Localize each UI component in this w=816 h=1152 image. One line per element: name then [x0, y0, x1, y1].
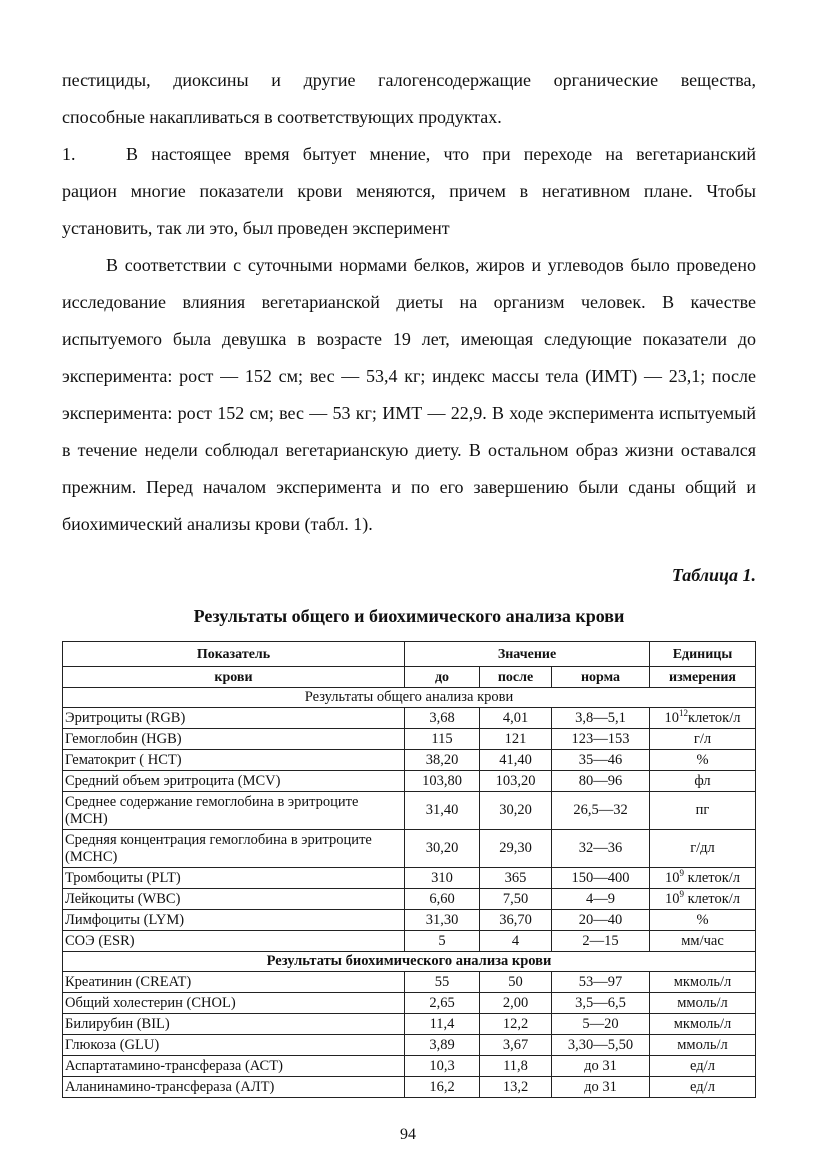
cell-after: 2,00 — [480, 993, 552, 1014]
cell-after: 365 — [480, 868, 552, 889]
cell-before: 103,80 — [405, 771, 480, 792]
section-row-biochem — [63, 952, 756, 972]
header-after: после — [480, 667, 552, 688]
cell-norm: 3,30—5,50 — [552, 1035, 650, 1056]
cell-after: 121 — [480, 729, 552, 750]
cell-norm: 26,5—32 — [552, 792, 650, 830]
table-caption: Таблица 1. — [671, 565, 756, 585]
cell-indicator: Гематокрит ( HCT) — [63, 750, 405, 771]
table-title: Результаты общего и биохимического анализа крови — [193, 606, 625, 626]
table-row — [63, 708, 756, 729]
general-body — [63, 708, 756, 952]
cell-unit: мм/час — [650, 931, 756, 952]
header-units-2: измерения — [650, 667, 756, 688]
cell-after: 3,67 — [480, 1035, 552, 1056]
cell-after: 41,40 — [480, 750, 552, 771]
item-number: 1. — [62, 144, 76, 164]
paragraph-line: способные накапливаться в соответствующих продуктах. — [62, 107, 502, 127]
cell-before: 2,65 — [405, 993, 480, 1014]
table-row — [63, 889, 756, 910]
cell-indicator: Лимфоциты (LYM) — [63, 910, 405, 931]
cell-unit — [650, 868, 756, 889]
section-title: Результаты биохимического анализа крови — [63, 952, 756, 972]
cell-after: 29,30 — [480, 830, 552, 868]
cell-after: 4,01 — [480, 708, 552, 729]
cell-indicator: Общий холестерин (CHOL) — [63, 993, 405, 1014]
item-continuation: рацион многие показатели крови меняются, причем в негативном плане. Чтобы установить, так ли это, был проведен эксперимент — [62, 181, 756, 238]
cell-unit: мкмоль/л — [650, 972, 756, 993]
paragraph-line: пестициды, диоксины и другие галогенсодержащие органические вещества, — [62, 70, 756, 90]
cell-indicator: Средний объем эритроцита (MCV) — [63, 771, 405, 792]
cell-after: 50 — [480, 972, 552, 993]
table-row — [63, 1056, 756, 1077]
table-row — [63, 1077, 756, 1098]
cell-indicator: Билирубин (BIL) — [63, 1014, 405, 1035]
cell-norm: 3,5—6,5 — [552, 993, 650, 1014]
cell-before: 11,4 — [405, 1014, 480, 1035]
cell-before: 38,20 — [405, 750, 480, 771]
cell-indicator: СОЭ (ESR) — [63, 931, 405, 952]
cell-norm: до 31 — [552, 1077, 650, 1098]
cell-norm: до 31 — [552, 1056, 650, 1077]
table-row — [63, 868, 756, 889]
cell-indicator: Аспартатамино-трансфераза (АСТ) — [63, 1056, 405, 1077]
unit-base: 10 — [664, 869, 680, 886]
header-indicator: Показатель — [63, 642, 405, 667]
cell-indicator: Средняя концентрация гемоглобина в эритроците (MCHC) — [63, 830, 405, 868]
table-row — [63, 993, 756, 1014]
cell-after: 103,20 — [480, 771, 552, 792]
cell-indicator: Среднее содержание гемоглобина в эритроците (MCH) — [63, 792, 405, 830]
cell-norm: 123—153 — [552, 729, 650, 750]
cell-norm: 150—400 — [552, 868, 650, 889]
cell-indicator: Креатинин (CREAT) — [63, 972, 405, 993]
header-value: Значение — [405, 642, 650, 667]
unit-exponent: 12 — [679, 707, 689, 718]
table-row — [63, 931, 756, 952]
cell-after: 11,8 — [480, 1056, 552, 1077]
table-row — [63, 1014, 756, 1035]
cell-indicator: Гемоглобин (HGB) — [63, 729, 405, 750]
cell-unit: ед/л — [650, 1077, 756, 1098]
blood-results-table — [62, 641, 756, 1098]
cell-before: 5 — [405, 931, 480, 952]
numbered-item — [62, 136, 756, 173]
cell-unit: % — [650, 750, 756, 771]
cell-unit: мкмоль/л — [650, 1014, 756, 1035]
table-row — [63, 910, 756, 931]
cell-before: 3,68 — [405, 708, 480, 729]
cell-unit: фл — [650, 771, 756, 792]
cell-unit: ммоль/л — [650, 1035, 756, 1056]
cell-norm: 4—9 — [552, 889, 650, 910]
cell-before: 55 — [405, 972, 480, 993]
cell-after: 4 — [480, 931, 552, 952]
item-first-line: В настоящее время бытует мнение, что при переходе на вегетарианский — [126, 144, 756, 164]
table-subheader-row — [63, 667, 756, 688]
header-units: Единицы — [650, 642, 756, 667]
table-row — [63, 750, 756, 771]
cell-norm: 2—15 — [552, 931, 650, 952]
cell-before: 31,40 — [405, 792, 480, 830]
table-row — [63, 771, 756, 792]
cell-unit: г/дл — [650, 830, 756, 868]
cell-indicator: Лейкоциты (WBC) — [63, 889, 405, 910]
table-row — [63, 1035, 756, 1056]
unit-base: 10 — [664, 709, 680, 726]
unit-exponent: 9 — [679, 888, 684, 899]
cell-before: 30,20 — [405, 830, 480, 868]
cell-unit: ммоль/л — [650, 993, 756, 1014]
table-row — [63, 830, 756, 868]
cell-unit: % — [650, 910, 756, 931]
cell-after: 30,20 — [480, 792, 552, 830]
section-title: Результаты общего анализа крови — [63, 688, 756, 708]
cell-after: 7,50 — [480, 889, 552, 910]
cell-after: 12,2 — [480, 1014, 552, 1035]
main-paragraph: В соответствии с суточными нормами белков, жиров и углеводов было проведено исследование влияния вегетарианской диеты на организм человек. В качестве испытуемого была девушка в возрасте 19 лет, имеющая следующие показатели до эксперимента: рост — 152 см; вес — 53,4 кг; индекс массы тела (ИМТ) — 23,1; после эксперимента: рост 152 см; вес — 53 кг; ИМТ — 22,9. В ходе эксперимента испытуемый в течение недели соблюдал вегетарианскую диету. В остальном образ жизни оставался прежним. Перед началом эксперимента и по его завершению были сданы общий и биохимический анализы крови (табл. 1). — [62, 255, 756, 534]
unit-rest: клеток/л — [683, 869, 741, 886]
unit-rest: клеток/л — [683, 890, 741, 907]
cell-unit: г/л — [650, 729, 756, 750]
cell-after: 36,70 — [480, 910, 552, 931]
table-row — [63, 972, 756, 993]
header-indicator-2: крови — [63, 667, 405, 688]
document-page — [62, 62, 756, 1098]
cell-indicator: Эритроциты (RGB) — [63, 708, 405, 729]
cell-norm: 20—40 — [552, 910, 650, 931]
cell-before: 3,89 — [405, 1035, 480, 1056]
cell-unit — [650, 708, 756, 729]
cell-unit — [650, 889, 756, 910]
cell-indicator: Тромбоциты (PLT) — [63, 868, 405, 889]
header-norm: норма — [552, 667, 650, 688]
cell-before: 310 — [405, 868, 480, 889]
cell-after: 13,2 — [480, 1077, 552, 1098]
page-number: 94 — [400, 1126, 416, 1143]
unit-exponent: 9 — [679, 867, 684, 878]
unit-rest: клеток/л — [688, 709, 741, 726]
table-row — [63, 729, 756, 750]
cell-indicator: Глюкоза (GLU) — [63, 1035, 405, 1056]
section-row-general — [63, 688, 756, 708]
header-before: до — [405, 667, 480, 688]
cell-unit: пг — [650, 792, 756, 830]
cell-norm: 53—97 — [552, 972, 650, 993]
unit-base: 10 — [664, 890, 680, 907]
cell-norm: 3,8—5,1 — [552, 708, 650, 729]
cell-norm: 5—20 — [552, 1014, 650, 1035]
cell-norm: 80—96 — [552, 771, 650, 792]
cell-indicator: Аланинамино-трансфераза (АЛТ) — [63, 1077, 405, 1098]
cell-before: 16,2 — [405, 1077, 480, 1098]
cell-norm: 35—46 — [552, 750, 650, 771]
cell-before: 115 — [405, 729, 480, 750]
table-header-row — [63, 642, 756, 667]
table-row — [63, 792, 756, 830]
cell-norm: 32—36 — [552, 830, 650, 868]
biochem-body — [63, 972, 756, 1098]
cell-before: 6,60 — [405, 889, 480, 910]
cell-unit: ед/л — [650, 1056, 756, 1077]
cell-before: 31,30 — [405, 910, 480, 931]
cell-before: 10,3 — [405, 1056, 480, 1077]
